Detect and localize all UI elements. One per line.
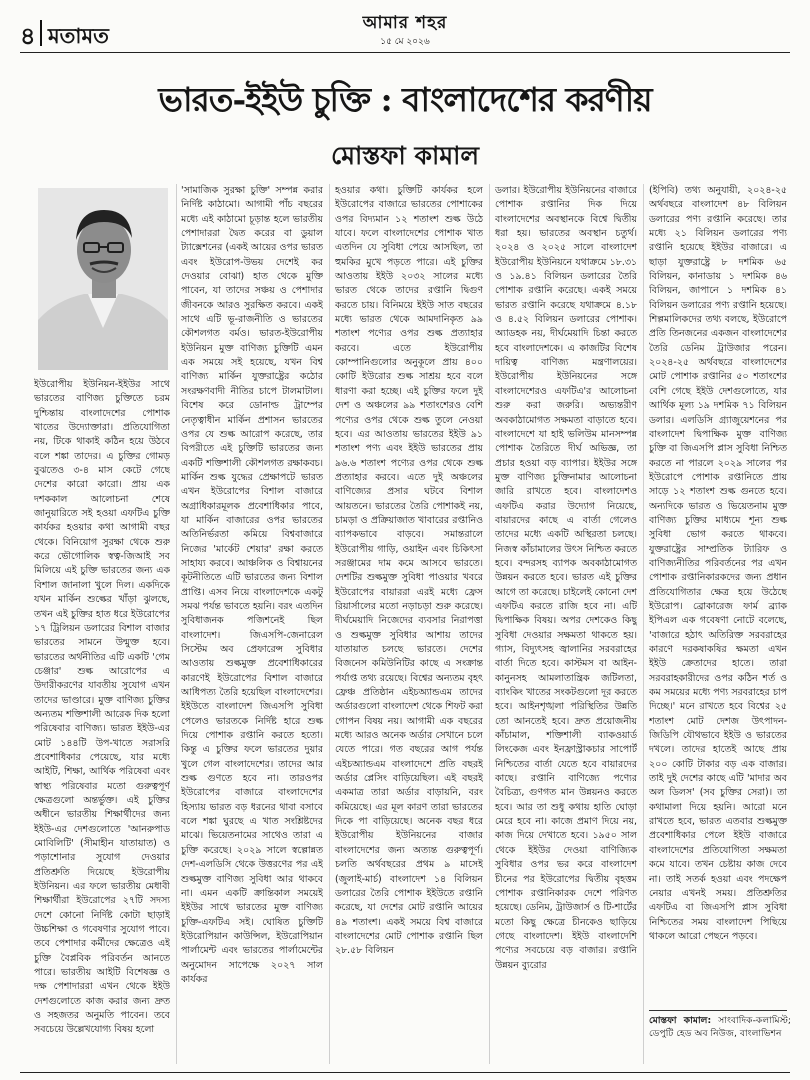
page-number: ৪ xyxy=(20,21,36,50)
author-portrait-image xyxy=(38,188,168,370)
headline: ভারত-ইইউ চুক্তি : বাংলাদেশের করণীয় xyxy=(158,80,652,119)
column-divider xyxy=(489,184,490,1064)
author-note-text: সাংবাদিক-কলামিস্ট; ডেপুটি হেড অব নিউজ, বাংলাভিশন xyxy=(649,1015,792,1039)
column-divider xyxy=(176,184,177,1064)
page-header xyxy=(0,0,810,64)
article-column-5: (ইপিবি) তথ্য অনুযায়ী, ২০২৪-২৫ অর্থবছরে বাংলাদেশ ৪৮ বিলিয়ন ডলারের পণ্য রপ্তানি করেছে। তার মধ্যে ২১ বিলিয়ন ডলারের পণ্য রপ্তানি হয়েছে ইইউর বাজারে। এ ছাড়া যুক্তরাষ্ট্রে ৮ দশমিক ৬৫ বিলিয়ন, কানাডায় ১ দশমিক ৪৬ বিলিয়ন, জাপানে ১ দশমিক ৪১ বিলিয়ন ডলারের পণ্য রপ্তানি হয়েছে। শিল্পমালিকদের তথ্য বলছে, ইউরোপে প্রতি তিনজনের একজন বাংলাদেশের তৈরি ডেনিম ট্রাউজার পরেন। ২০২৪-২৫ অর্থবছরে বাংলাদেশের মোট পোশাক রপ্তানির ৫০ শতাংশের বেশি গেছে ইইউ দেশগুলোতে, যার আর্থিক মূল্য ১৯ দশমিক ৭১ বিলিয়ন ডলার। এলডিসি গ্র্যাজুয়েশনের পর বাংলাদেশ দ্বিপাক্ষিক মুক্ত বাণিজ্য চুক্তি বা জিএসপি প্লাস সুবিধা নিশ্চিত করতে না পারলে ২০২৯ সালের পর ইউরোপে পোশাক রপ্তানিতে প্রায় সাড়ে ১২ শতাংশ শুল্ক গুনতে হবে। অন্যদিকে ভারত ও ভিয়েতনাম মুক্ত বাণিজ্য চুক্তির মাধ্যমে শূন্য শুল্ক সুবিধা ভোগ করতে থাকবে। যুক্তরাষ্ট্রের সাম্প্রতিক ট্যারিফ ও বাণিজ্যনীতির পরিবর্তনের পর এখন পোশাক রপ্তানিকারকদের জন্য প্রধান প্রতিযোগিতার ক্ষেত্র হয়ে উঠেছে ইউরোপ। ব্রোকারেজ ফার্ম ব্র্যাক ইপিএল এক গবেষণা নোটে বলেছে, 'বাজারে হঠাৎ অতিরিক্ত সরবরাহের কারণে দরকষাকষির ক্ষমতা এখন ইইউ ক্রেতাদের হাতে। তারা সরবরাহকারীদের ওপর কঠিন শর্ত ও কম সময়ের মধ্যে পণ্য সরবরাহের চাপ দিচ্ছে।' মনে রাখতে হবে বিশ্বের ২৫ শতাংশ মোট দেশজ উৎপাদন-জিডিপি যৌথভাবে ইইউ ও ভারতের দখলে। তাদের হাতেই আছে প্রায় ২০০ কোটি টাকার বড় এক বাজার। তাই দুই দেশের কাছে এটি 'মাদার অব অল ডিলস' (সব চুক্তির সেরা)। তা কথামালা দিয়ে হয়নি। আরো মনে রাখতে হবে, ভারত এতবার শুল্কমুক্ত প্রবেশাধিকার পেলে ইইউ বাজারে বাংলাদেশের প্রতিযোগিতা সক্ষমতা কমে যাবে। তখন চেষ্টায় কাজ দেবে না। তাই সতর্ক হওয়া এবং পদক্ষেপ নেয়ার এখনই সময়। প্রতিশ্রুতির এফটিএ বা জিএসপি প্লাস সুবিধা নিশ্চিতের সময় বাংলাদেশ পিছিয়ে থাকলে আরো পেছনে পড়বে। xyxy=(649,185,787,942)
column-divider xyxy=(643,184,644,1064)
article-column-4: ডলার। ইউরোপীয় ইউনিয়নের বাজারে পোশাক রপ্তানির দিক দিয়ে বাংলাদেশের অবস্থানকে বিশ্বে দ্বিতীয় ধরা হয়। ভারতের অবস্থান চতুর্থ। ২০২৪ ও ২০২৫ সালে বাংলাদেশ ইউরোপীয় ইউনিয়নে যথাক্রমে ১৮.৩১ ও ১৯.৪১ বিলিয়ন ডলারের তৈরি পোশাক রপ্তানি করেছে। একই সময়ে ভারত রপ্তানি করেছে যথাক্রমে ৪.১৮ ও ৪.৫২ বিলিয়ন ডলারের পোশাক। অ্যাডহক নয়, দীর্ঘমেয়াদি চিন্তা করতে হবে বাংলাদেশকে। এ কাজটির বিশেষ দায়িত্ব বাণিজ্য মন্ত্রণালয়ের। ইউরোপীয় ইউনিয়নের সঙ্গে বাংলাদেশেরও এফটিএ'র আলোচনা শুরু করা জরুরি। অভ্যন্তরীণ অবকাঠামোগত সক্ষমতা বাড়াতে হবে। বাংলাদেশে যা হাই ভলিউম মানসম্পন্ন পোশাক তৈরিতে দীর্ঘ অভিজ্ঞ, তা প্রচার হওয়া বড় ব্যাপার। ইইউর সঙ্গে মুক্ত বাণিজ্য চুক্তিনামার আলোচনা জারি রাখতে হবে। বাংলাদেশও এফটিএ করার উদ্যোগ নিয়েছে, বায়ারদের কাছে এ বার্তা গেলেও তাদের মধ্যে একটি অস্থিরতা চলছে। নিজস্ব কাঁচামালের উৎস নিশ্চিত করতে হবে। বন্দরসহ ব্যাপক অবকাঠামোগত উন্নয়ন করতে হবে। ভারত এই চুক্তির আগে তা করেছে। চাইলেই কোনো দেশ এফটিএ করতে রাজি হবে না। এটি দ্বিপাক্ষিক বিষয়। অপর দেশকেও কিছু সুবিধা দেওয়ার সক্ষমতা থাকতে হয়। গ্যাস, বিদ্যুৎসহ জ্বালানির সরবরাহের বার্তা দিতে হবে। কাস্টমস বা আইন-কানুনসহ আমলাতান্ত্রিক জটিলতা, ব্যাংকিং খাতের সংকটগুলো দূর করতে হবে। আইনশৃঙ্খলা পরিস্থিতির উন্নতি তো আনতেই হবে। দ্রুত প্রয়োজনীয় কাঁচামাল, শক্তিশালী ব্যাকওয়ার্ড লিংকেজ এবং ইনফ্রাস্ট্রাকচার সাপোর্ট নিশ্চিতের বার্তা যেতে হবে বায়ারদের কাছে। রপ্তানি বাণিজ্যে পণ্যের বৈচিত্র্য, গুণগত মান উন্নয়নও করতে হবে। আর তা শুধু কথায় হাতি ঘোড়া মেরে হবে না। কাজে প্রমাণ দিয়ে নয়, কাজ দিয়ে দেখাতে হবে। ১৯৫০ সাল থেকে ইইউর দেওয়া বাণিজ্যিক সুবিধার ওপর ভর করে বাংলাদেশ চীনের পর ইউরোপের দ্বিতীয় বৃহত্তম পোশাক রপ্তানিকারক দেশে পরিণত হয়েছে। ডেনিম, ট্রাউজার্স ও টি-শার্টের মতো কিছু ক্ষেত্রে চীনকেও ছাড়িয়ে গেছে বাংলাদেশ। ইইউ বাংলাদেশি পণ্যের সবচেয়ে বড় বাজার। রপ্তানি উন্নয়ন ব্যুরোর xyxy=(495,185,637,971)
article-column-1: ইউরোপীয় ইউনিয়ন-ইইউর সাথে ভারতের বাণিজ্য চুক্তিতে চরম দুশ্চিন্তায় বাংলাদেশের পোশাক খাতের উদ্যোক্তারা। প্রতিযোগিতা নয়, টিকে থাকাই কঠিন হয়ে উঠবে বলে শঙ্কা তাদের। এ চুক্তির গোমড় বুঝতেও ৩-৪ মাস কেটে গেছে দেশের কারো কারো। প্রায় এক দশককাল আলোচনা শেষে জানুয়ারিতে সই হওয়া এফটিএ চুক্তি কার্যকর হওয়ার কথা আগামী বছর থেকে। বিনিয়োগ সুরক্ষা থেকে শুরু করে ভৌগোলিক স্বত্ব-জিআই সব মিলিয়ে এই চুক্তি ভারতের জন্য এক বিশাল জানালা খুলে দিল। একদিকে যখন মার্কিন শুল্কের খাঁড়া ঝুলছে, তখন এই চুক্তির হাত ধরে ইউরোপের ১৭ ট্রিলিয়ন ডলারের বিশাল বাজার ভারতের সামনে উন্মুক্ত হবে। ভারতের অর্থনীতির এটি একটি 'গেম চেঞ্জার' শুল্ক আরোপের এ উদারীকরণের যাবতীয় সুযোগ এখন তাদের ভাণ্ডারে। মুক্ত বাণিজ্য চুক্তির অন্যতম শক্তিশালী আরেক দিক হলো পরিষেবার বাণিজ্য। ভারত ইইউ-এর মোট ১৪৪টি উপ-খাতে সরাসরি প্রবেশাধিকার পেয়েছে, যার মধ্যে আইটি, শিক্ষা, আর্থিক পরিষেবা এবং স্বাস্থ্য পরিষেবার মতো গুরুত্বপূর্ণ ক্ষেত্রগুলো অন্তর্ভুক্ত। এই চুক্তির অধীনে ভারতীয় শিক্ষার্থীদের জন্য ইইউ-এর দেশগুলোতে 'আনরুপাড মোবিলিটি' (সীমাহীন যাতায়াত) ও পড়াশোনার সুযোগ দেওয়ার প্রতিশ্রুতি দিয়েছে ইউরোপীয় ইউনিয়ন। এর ফলে ভারতীয় মেধাবী শিক্ষার্থীরা ইউরোপের ২৭টি সদস্য দেশে কোনো নির্দিষ্ট কোটা ছাড়াই উচ্চশিক্ষা ও গবেষণার সুযোগ পাবে। তবে পেশাদার কর্মীদের ক্ষেত্রেও এই চুক্তি বৈপ্লবিক পরিবর্তন আনতে পারে। ভারতীয় আইটি বিশেষজ্ঞ ও দক্ষ পেশাদাররা এখন থেকে ইইউ দেশগুলোতে কাজ করার জন্য দ্রুত ও সহজতর অনুমতি পাবেন। তবে সবচেয়ে উল্লেখযোগ্য বিষয় হলো xyxy=(34,379,170,1036)
author-note-label: মোস্তফা কামাল: xyxy=(649,1015,712,1026)
byline: মোস্তফা কামাল xyxy=(331,141,479,170)
section-name: মতামত xyxy=(48,23,109,48)
article-column-2: 'সামাজিক সুরক্ষা চুক্তি' সম্পন্ন করার নির্দিষ্ট কাঠামো। আগামী পাঁচ বছরের মধ্যে এই কাঠামো চূড়ান্ত হলে ভারতীয় পেশাদাররা দ্বৈত করের বা ডুয়াল ট্যাক্সেশনের (একই আয়ের ওপর ভারত এবং ইউরোপ-উভয় দেশেই কর দেওয়ার বোঝা) হাত থেকে মুক্তি পাবেন, যা তাদের সঞ্চয় ও পেশাদার জীবনকে আরও সুরক্ষিত করবে। একই সাথে এটি ভূ-রাজনীতি ও ভারতের কৌশলগত বর্মও। ভারত-ইউরোপীয় ইউনিয়ন মুক্ত বাণিজ্য চুক্তিটি এমন এক সময়ে সই হয়েছে, যখন বিশ্ব বাণিজ্য মার্কিন যুক্তরাষ্ট্রের কঠোর সংরক্ষণবাদী নীতির চাপে টালমাটাল। বিশেষ করে ডোনাল্ড ট্রাম্পের নেতৃত্বাধীন মার্কিন প্রশাসন ভারতের ওপর যে শুল্ক আরোপ করেছে, তার বিপরীতে এই চুক্তিটি ভারতের জন্য একটি শক্তিশালী কৌশলগত রক্ষাকবচ। মার্কিন শুল্ক যুদ্ধের প্রেক্ষাপটে ভারত এখন ইউরোপের বিশাল বাজারে অগ্রাধিকারমূলক প্রবেশাধিকার পাবে, যা মার্কিন বাজারের ওপর ভারতের অতিনির্ভরতা কমিয়ে বিশ্ববাজারে নিজের 'মার্কেট শেয়ার' রক্ষা করতে সাহায্য করবে। আঞ্চলিক ও বিশ্বায়নের কূটনীতিতে এটি ভারতের জন্য বিশাল প্রাপ্তি। এসব নিয়ে বাংলাদেশকে একটু সমঝ পর্যন্ত ভাবতে হয়নি। বরং এতদিন সুবিধাজনক পজিশনেই ছিল বাংলাদেশ। জিএসপি-জেনারেল সিস্টেম অব প্রেফারেন্স সুবিধার আওতায় শুল্কমুক্ত প্রবেশাধিকারের কারণেই ইউরোপের বিশাল বাজারে আধিপত্য তৈরি হয়েছিল বাংলাদেশের। ইইউতে বাংলাদেশ জিএসপি সুবিধা পেলেও ভারতকে নির্দিষ্ট হারে শুল্ক দিয়ে পোশাক রপ্তানি করতে হতো। কিন্তু এ চুক্তির ফলে ভারতের দুয়ার খুলে গেল বাংলাদেশের। তাদের আর শুল্ক গুণতে হবে না। তারওপর ইউরোপের বাজারে বাংলাদেশের হিস্যায় ভারত বড় ধরনের থাবা বসাবে বলে শঙ্কা ঘুরছে এ খাত সংশ্লিষ্টদের মাঝে। ভিয়েতনামের সাথেও তারা এ চুক্তি করেছে। ২০২৯ সালে স্বল্পোন্নত দেশ-এলডিসি থেকে উত্তরণের পর এই শুল্কমুক্ত বাণিজ্য সুবিধা আর থাকবে না। এমন একটি ক্রান্তিকাল সময়েই ইইউর সাথে ভারতের মুক্ত বাণিজ্য চুক্তি-এফটিএ সই। ঘোষিত চুক্তিটি ইউরোপিয়ান কাউন্সিল, ইউরোপিয়ান পার্লামেন্ট এবং ভারতের পার্লামেন্টের অনুমোদন সাপেক্ষে ২০২৭ সাল কার্যকর xyxy=(181,185,323,985)
author-note-rule xyxy=(649,1010,787,1011)
footer-rule xyxy=(20,1072,790,1073)
masthead: আমার শহর xyxy=(362,13,448,33)
column-divider xyxy=(329,184,330,1064)
author-note xyxy=(649,1014,791,1040)
publication-date: ১৫ মে ২০২৬ xyxy=(380,37,430,47)
author-photo xyxy=(38,188,168,370)
header-rule xyxy=(20,52,790,53)
article-column-3: হওয়ার কথা। চুক্তিটি কার্যকর হলে ইউরোপের বাজারে ভারতের পোশাকের ওপর বিদ্যমান ১২ শতাংশ শুল্ক উঠে যাবে। ফলে বাংলাদেশের পোশাক খাত এতদিন যে সুবিধা পেয়ে আসছিল, তা হুমকির মুখে পড়তে পারে। এই চুক্তির আওতায় ইইউ ২০৩২ সালের মধ্যে ভারত থেকে তাদের রপ্তানি দ্বিগুণ করতে চায়। বিনিময়ে ইইউ সাত বছরের মধ্যে ভারত থেকে আমদানিকৃত ৯৯ শতাংশ পণ্যের ওপর শুল্ক প্রত্যাহার করবে। এতে ইউরোপীয় কোম্পানিগুলোর অনুকূলে প্রায় ৪০০ কোটি ইউরোর শুল্ক সাশ্রয় হবে বলে ধারণা করা হচ্ছে। এই চুক্তির ফলে দুই দেশ ও অঞ্চলের ৯৯ শতাংশেরও বেশি পণ্যের ওপর থেকে শুল্ক তুলে নেওয়া হবে। এর আওতায় ভারতের ইইউ ৯১ শতাংশ পণ্য এবং ইইউ ভারতের প্রায় ৯৬.৬ শতাংশ পণ্যের ওপর থেকে শুল্ক প্রত্যাহার করবে। এতে দুই অঞ্চলের বাণিজ্যের প্রসার ঘটবে বিশাল আয়তনে। ভারতের তৈরি পোশাকই নয়, চামড়া ও প্রক্রিয়াজাত খাবারের রপ্তানিও ব্যাপকভাবে বাড়বে। সমান্তরালে ইউরোপীয় গাড়ি, ওয়াইন এবং চিকিৎসা সরঞ্জামের দাম কমে আসবে ভারতে। দেশটির শুল্কমুক্ত সুবিধা পাওয়ার খবরে ইউরোপের বায়াররা এরই মধ্যে ফ্রেস রিয়ার্সালের মতো নড়াচড়া শুরু করেছে। দীর্ঘমেয়াদি নিজেদের ব্যবসার নিরাপত্তা ও শুল্কমুক্ত সুবিধার আশায় তাদের যাতায়াত চলছে ভারতে। দেশের বিজনেস কমিউনিটির কাছে এ সংক্রান্ত পর্যাপ্ত তথ্য রয়েছে। বিশ্বের অন্যতম বৃহৎ ফ্রেঞ্চ প্রতিষ্ঠান এইচঅ্যান্ডএম তাদের অর্ডারগুলো বাংলাদেশ থেকে শিফট করা গোপন বিষয় নয়। আগামী এক বছরের মধ্যে আরও অনেক অর্ডার সেখানে চলে যেতে পারে। গত বছরের আগ পর্যন্ত এইচঅ্যান্ডএম বাংলাদেশে প্রতি বছরই অর্ডার প্লেসিং বাড়িয়েছিল। এই বছরই একমাত্র তারা অর্ডার বাড়ায়নি, বরং কমিয়েছে। এর মূল কারণ তারা ভারতের দিকে পা বাড়িয়েছে। অনেক বছর ধরে ইউরোপীয় ইউনিয়নের বাজার বাংলাদেশের জন্য অত্যন্ত গুরুত্বপূর্ণ। চলতি অর্থবছরের প্রথম ৯ মাসেই (জুলাই-মার্চ) বাংলাদেশ ১৪ বিলিয়ন ডলারের তৈরি পোশাক ইইউতে রপ্তানি করেছে, যা দেশের মোট রপ্তানি আয়ের ৪৯ শতাংশ। একই সময়ে বিশ্ব বাজারে বাংলাদেশের মোট পোশাক রপ্তানি ছিল ২৮.৫৮ বিলিয়ন xyxy=(335,185,483,957)
